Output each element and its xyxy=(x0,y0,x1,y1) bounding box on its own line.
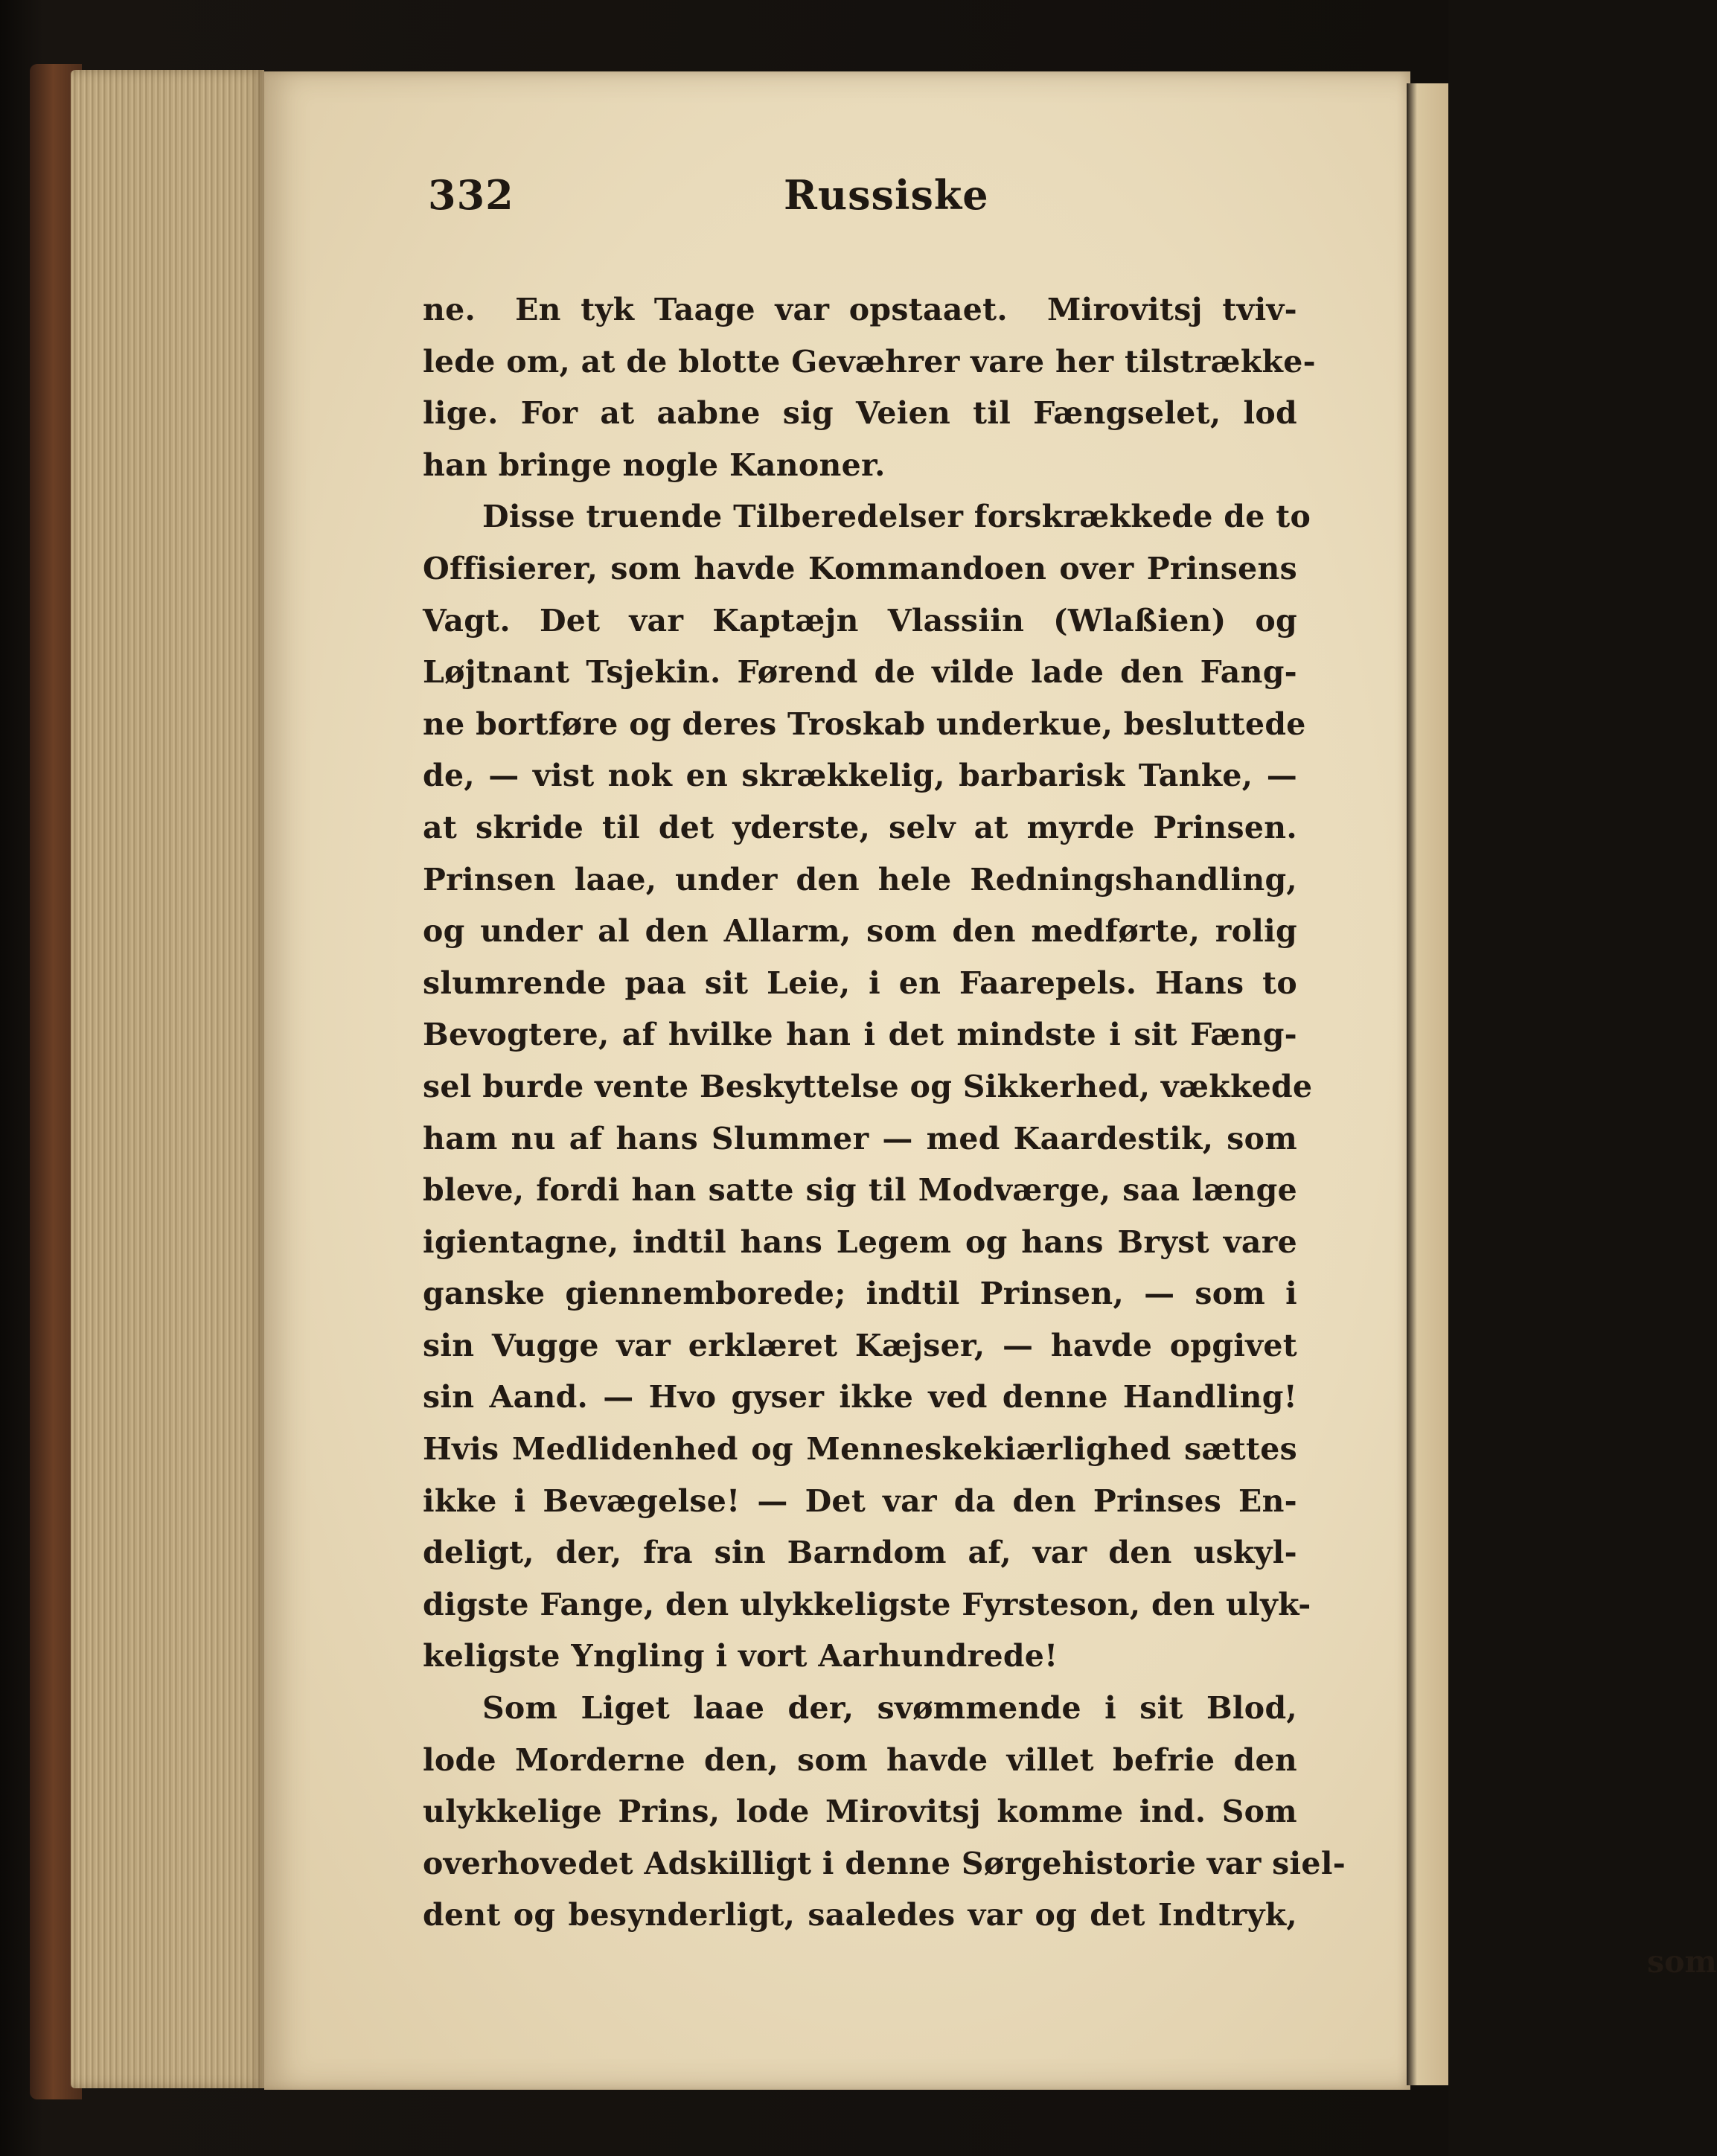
text-line: ganske giennemborede; indtil Prinsen, — som i xyxy=(423,1276,1297,1312)
text-line: ham nu af hans Slummer — med Kaardestik, som xyxy=(423,1120,1297,1157)
text-line: Disse truende Tilberedelser forskrækkede de to xyxy=(482,499,1311,535)
text-line: at skride til det yderste, selv at myrde Prinsen. xyxy=(423,809,1297,845)
facing-page-edge xyxy=(1407,83,1448,2085)
running-title: Russiske xyxy=(784,171,989,219)
text-line: han bringe nogle Kanoner. xyxy=(423,447,886,483)
text-line: Prinsen laae, under den hele Redningshandling, xyxy=(423,861,1297,898)
text-line xyxy=(423,284,1297,336)
text-line: Vagt. Det var Kaptæjn Vlassiin (Wlaßien) og xyxy=(423,602,1297,639)
text-line: Bevogtere, af hvilke han i det mindste i sit Fæng- xyxy=(423,1017,1297,1053)
text-line: lige. For at aabne sig Veien til Fængselet, lod xyxy=(423,395,1297,432)
text-line: ulykkelige Prins, lode Mirovitsj komme ind. Som xyxy=(423,1794,1297,1830)
text-line: slumrende paa sit Leie, i en Faarepels. Hans to xyxy=(423,965,1297,1001)
catchword: som xyxy=(1647,1944,1717,1980)
text-line: igientagne, indtil hans Legem og hans Bryst vare xyxy=(423,1223,1297,1260)
text-line: deligt, der, fra sin Barndom af, var den uskyl- xyxy=(423,1535,1297,1571)
text-line: og under al den Allarm, som den medførte, rolig xyxy=(423,913,1297,950)
text-line: Offisierer, som havde Kommandoen over Prinsens xyxy=(423,550,1297,586)
text-line-start: ne. En tyk Taage var opstaaet. Mirovitsj tviv- xyxy=(423,292,1297,327)
text-line: de, — vist nok en skrækkelig, barbarisk Tanke, — xyxy=(423,758,1297,794)
page-edges xyxy=(71,70,264,2088)
text-line: keligste Yngling i vort Aarhundrede! xyxy=(423,1638,1058,1674)
text-line: lede om, at de blotte Gevæhrer vare her tilstrække- xyxy=(423,343,1316,380)
text-line: ne bortføre og deres Troskab underkue, besluttede xyxy=(423,706,1306,742)
page-number: 332 xyxy=(428,171,514,219)
text-line: sel burde vente Beskyttelse og Sikkerhed, vækkede xyxy=(423,1068,1313,1104)
text-line: overhovedet Adskilligt i denne Sørgehistorie var siel- xyxy=(423,1845,1346,1881)
text-line: Hvis Medlidenhed og Menneskekiærlighed sættes xyxy=(423,1431,1297,1468)
text-line: sin Vugge var erklæret Kæjser, — havde opgivet xyxy=(423,1327,1297,1363)
catchword-row xyxy=(423,1942,1717,1994)
text-line: bleve, fordi han satte sig til Modværge, saa længe xyxy=(423,1172,1297,1209)
text-line: lode Morderne den, som havde villet befrie den xyxy=(423,1741,1297,1778)
text-line: ikke i Bevægelse! — Det var da den Prinses En- xyxy=(423,1482,1297,1519)
body-text xyxy=(423,284,1717,1994)
text-line: digste Fange, den ulykkeligste Fyrsteson, den ulyk- xyxy=(423,1586,1311,1622)
text-line: Løjtnant Tsjekin. Førend de vilde lade den Fang- xyxy=(423,654,1297,691)
text-line: sin Aand. — Hvo gyser ikke ved denne Handling! xyxy=(423,1379,1297,1416)
text-line: dent og besynderligt, saaledes var og det Indtryk, xyxy=(423,1897,1297,1933)
text-line: Som Liget laae der, svømmende i sit Blod, xyxy=(482,1690,1297,1727)
page-header xyxy=(428,171,1284,223)
